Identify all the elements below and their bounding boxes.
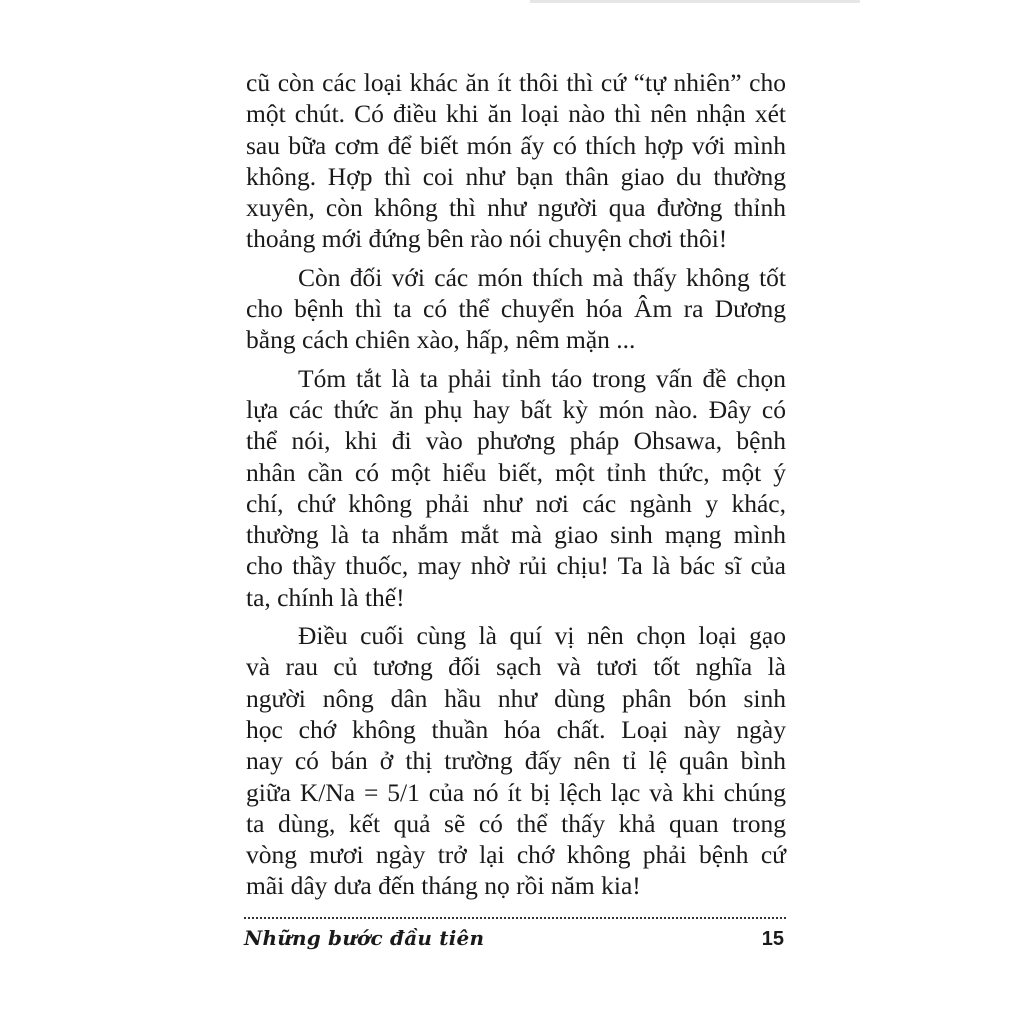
text-line: giữa K/Na = 5/1 của nó ít bị lệch lạc và khi chúng: [246, 777, 786, 807]
text-line: sau bữa cơm để biết món ấy có thích hợp với mình: [246, 130, 786, 160]
text-line: thể nói, khi đi vào phương pháp Ohsawa, bệnh: [246, 426, 786, 456]
text-line: ta dùng, kết quả sẽ có thể thấy khả quan trong: [246, 808, 786, 838]
text-line: Tóm tắt là ta phải tỉnh táo trong vấn đề chọn: [298, 363, 786, 393]
text-line: bằng cách chiên xào, hấp, nêm mặn ...: [246, 325, 636, 355]
text-line: Điều cuối cùng là quí vị nên chọn loại gạo: [298, 621, 786, 651]
text-line: cho thầy thuốc, may nhờ rủi chịu! Ta là bác sĩ của: [246, 551, 786, 581]
text-line: và rau củ tương đối sạch và tươi tốt nghĩa là: [246, 652, 786, 682]
text-line: nay có bán ở thị trường đấy nên tỉ lệ quân bình: [246, 746, 786, 776]
text-line: lựa các thức ăn phụ hay bất kỳ món nào. Đây có: [246, 394, 786, 424]
text-line: người nông dân hầu như dùng phân bón sinh: [246, 683, 786, 713]
paragraph: [246, 363, 786, 613]
page-number: 15: [761, 928, 784, 950]
paragraph: [246, 620, 786, 902]
footer-book-title: Những bước đầu tiên: [244, 926, 485, 950]
text-line: cũ còn các loại khác ăn ít thôi thì cứ “tự nhiên” cho: [246, 68, 786, 97]
text-line: vòng mươi ngày trở lại chớ không phải bệnh cứ: [246, 840, 786, 870]
text-line: Còn đối với các món thích mà thấy không tốt: [298, 262, 786, 292]
paragraph: [246, 67, 786, 255]
scan-edge: [530, 0, 860, 3]
text-line: học chớ không thuần hóa chất. Loại này ngày: [246, 714, 786, 744]
text-line: chí, chứ không phải như nơi các ngành y khác,: [246, 488, 786, 518]
footer-divider: [244, 917, 786, 919]
text-line: nhân cần có một hiểu biết, một tỉnh thức, một ý: [246, 457, 786, 487]
paragraph: [246, 262, 786, 356]
text-line: xuyên, còn không thì như người qua đường thỉnh: [246, 193, 786, 223]
text-line: mãi dây dưa đến tháng nọ rồi năm kia!: [246, 871, 641, 901]
page-body: [246, 67, 786, 909]
text-line: một chút. Có điều khi ăn loại nào thì nên nhận xét: [246, 99, 786, 129]
text-line: thoảng mới đứng bên rào nói chuyện chơi thôi!: [246, 224, 728, 254]
text-line: cho bệnh thì ta có thể chuyển hóa Âm ra Dương: [246, 294, 786, 324]
text-line: không. Hợp thì coi như bạn thân giao du thường: [246, 161, 786, 191]
text-line: thường là ta nhắm mắt mà giao sinh mạng mình: [246, 520, 786, 550]
text-line: ta, chính là thế!: [246, 582, 405, 612]
